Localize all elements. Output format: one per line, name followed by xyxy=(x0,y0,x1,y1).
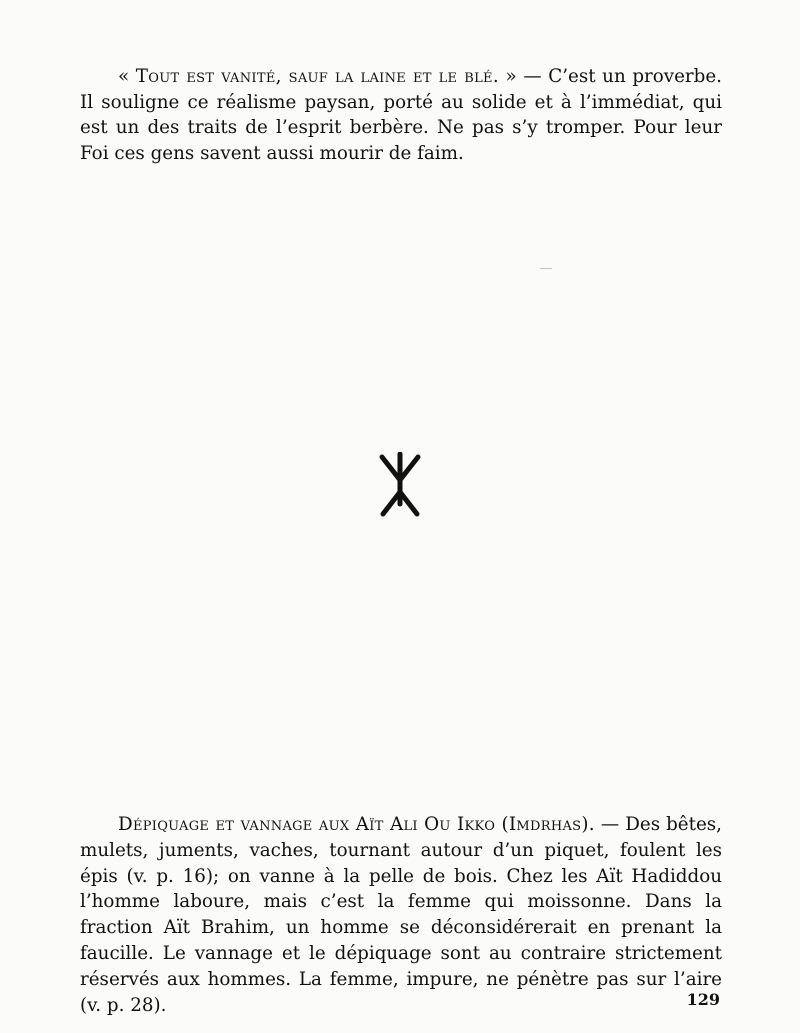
page-number: 129 xyxy=(686,990,720,1009)
glyph-lower-right-leg xyxy=(400,492,417,514)
berber-glyph-icon xyxy=(378,452,422,518)
glyph-upper-left-arm xyxy=(382,457,400,480)
glyph-lower-left-leg xyxy=(383,492,400,514)
caption-text xyxy=(80,812,722,1018)
caption-heading: Dépiquage et vannage aux Aït Ali Ou Ikko (Imdrhas). xyxy=(118,814,595,835)
photo-caption xyxy=(80,812,722,1018)
caption-dash: — xyxy=(594,814,626,835)
caption-body: Des bêtes, mulets, juments, vaches, tournant autour d’un piquet, foulent les épis (v. p. 16); on vanne à la pelle de bois. Chez les Aït Hadiddou l’homme laboure, mais c’est la femme qui moissonne. Dans la fraction Aït Brahim, un homme se déconsidérerait en prenant la faucille. Le vannage et le dépiquage sont au contraire strictement réservés aux hommes. La femme, impure, ne pénètre pas sur l’aire (v. p. 28). xyxy=(80,814,722,1016)
open-quote: « xyxy=(118,66,136,87)
proverb-commentary: C’est un proverbe. Il souligne ce réalisme paysan, porté au solide et à l’immédiat, qui est un des traits de l’esprit berbère. Ne pas s’y tromper. Pour leur Foi ces gens savent aussi mourir de faim. xyxy=(80,66,722,164)
proverb-text xyxy=(80,64,722,166)
proverb-small-caps: Tout est vanité, sauf la laine et le blé. xyxy=(135,66,499,87)
paper-speck xyxy=(540,268,552,269)
berber-glyph-svg xyxy=(378,452,422,518)
close-quote-dash: » — xyxy=(498,66,549,87)
proverb-paragraph xyxy=(80,64,722,166)
glyph-upper-right-arm xyxy=(400,457,418,480)
